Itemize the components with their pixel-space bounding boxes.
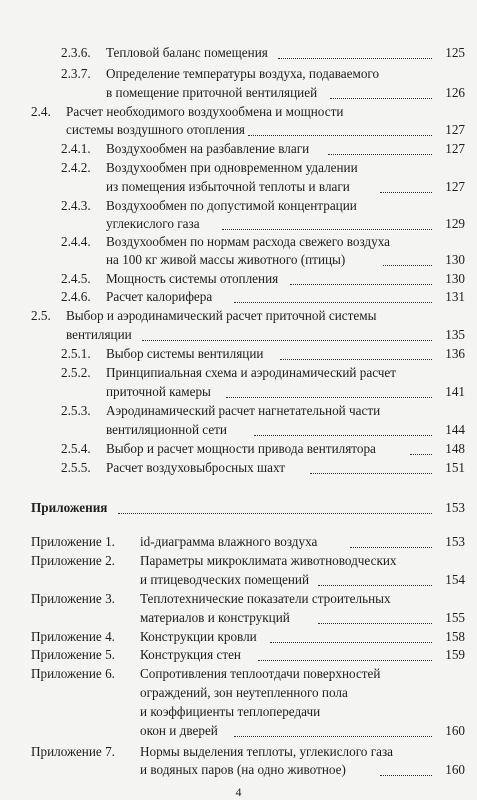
toc-page-number: 155 bbox=[445, 610, 465, 625]
toc-entry-title-cont: вентиляционной сети bbox=[106, 422, 227, 437]
toc-leader-dots bbox=[330, 98, 432, 99]
toc-entry-title: Аэродинамический расчет нагнетательной части bbox=[106, 403, 381, 418]
toc-page-number: 130 bbox=[445, 252, 465, 267]
toc-section-title-cont: системы воздушного отопления bbox=[66, 122, 245, 137]
toc-leader-dots bbox=[142, 340, 432, 341]
toc-page-number: 125 bbox=[445, 45, 465, 60]
appendix-title-cont: материалов и конструкций bbox=[140, 610, 290, 625]
appendix-title-cont: и птицеводческих помещений bbox=[140, 572, 310, 587]
toc-page-number: 127 bbox=[445, 122, 465, 137]
appendix-title-cont: и водяных паров (на одно животное) bbox=[140, 762, 346, 777]
toc-entry-number: 2.5.2. bbox=[61, 365, 91, 380]
toc-entry-title: Выбор системы вентиляции bbox=[106, 346, 264, 361]
appendix-title: Сопротивления теплоотдачи поверхностей bbox=[140, 666, 381, 681]
appendix-title-cont: окон и дверей bbox=[140, 723, 218, 738]
toc-leader-dots bbox=[248, 135, 432, 136]
toc-section-number: 2.4. bbox=[31, 104, 51, 119]
toc-leader-dots bbox=[222, 229, 432, 230]
toc-leader-dots bbox=[318, 585, 432, 586]
toc-leader-dots bbox=[310, 473, 432, 474]
toc-entry-number: 2.4.3. bbox=[61, 198, 91, 213]
toc-leader-dots bbox=[380, 775, 432, 776]
toc-page-number: 141 bbox=[445, 384, 465, 399]
toc-leader-dots bbox=[234, 736, 432, 737]
toc-entry-title: Принципиальная схема и аэродинамический расчет bbox=[106, 365, 397, 380]
toc-entry-number: 2.3.6. bbox=[61, 45, 91, 60]
toc-leader-dots bbox=[383, 265, 432, 266]
toc-page-number: 126 bbox=[445, 85, 465, 100]
appendices-heading: Приложения bbox=[31, 500, 108, 515]
toc-entry-title: Воздухообмен по нормам расхода свежего воздуха bbox=[106, 234, 391, 249]
appendix-label: Приложение 3. bbox=[31, 591, 115, 606]
toc-leader-dots bbox=[234, 302, 432, 303]
toc-entry-number: 2.5.4. bbox=[61, 441, 91, 456]
toc-leader-dots bbox=[258, 660, 432, 661]
toc-leader-dots bbox=[280, 359, 432, 360]
appendix-title: id-диаграмма влажного воздуха bbox=[140, 534, 318, 549]
toc-page-number: 129 bbox=[445, 216, 465, 231]
appendix-label: Приложение 7. bbox=[31, 744, 115, 759]
appendix-title: Конструкция стен bbox=[140, 647, 241, 662]
toc-entry-number: 2.4.5. bbox=[61, 271, 91, 286]
toc-section-title: Выбор и аэродинамический расчет приточной системы bbox=[66, 308, 377, 323]
toc-page-number: 144 bbox=[445, 422, 465, 437]
page-number: 4 bbox=[235, 785, 242, 799]
toc-leader-dots bbox=[318, 623, 432, 624]
toc-entry-title: Определение температуры воздуха, подаваемого bbox=[106, 66, 380, 81]
appendix-title-cont: и коэффициенты теплопередачи bbox=[140, 704, 321, 719]
toc-entry-title: Расчет воздуховыбросных шахт bbox=[106, 460, 286, 475]
toc-entry-number: 2.4.4. bbox=[61, 234, 91, 249]
toc-entry-title: Воздухообмен по допустимой концентрации bbox=[106, 198, 357, 213]
appendix-title: Нормы выделения теплоты, углекислого газа bbox=[140, 744, 394, 759]
toc-entry-title: Выбор и расчет мощности привода вентилятора bbox=[106, 441, 376, 456]
toc-entry-number: 2.4.6. bbox=[61, 289, 91, 304]
toc-section-title-cont: вентиляции bbox=[66, 327, 132, 342]
toc-page-number: 135 bbox=[445, 327, 465, 342]
toc-leader-dots bbox=[254, 435, 432, 436]
toc-page-number: 160 bbox=[445, 762, 465, 777]
toc-page-number: 154 bbox=[445, 572, 465, 587]
toc-page-number: 153 bbox=[445, 500, 465, 515]
appendix-label: Приложение 2. bbox=[31, 553, 115, 568]
toc-leader-dots bbox=[270, 642, 432, 643]
appendix-label: Приложение 4. bbox=[31, 629, 115, 644]
toc-page-number: 151 bbox=[445, 460, 465, 475]
toc-section-number: 2.5. bbox=[31, 308, 51, 323]
toc-page-number: 130 bbox=[445, 271, 465, 286]
appendix-title: Теплотехнические показатели строительных bbox=[140, 591, 391, 606]
toc-entry-title-cont: из помещения избыточной теплоты и влаги bbox=[106, 179, 350, 194]
toc-entry-title: Воздухообмен на разбавление влаги bbox=[106, 141, 310, 156]
toc-entry-title: Расчет калорифера bbox=[106, 289, 213, 304]
toc-entry-number: 2.5.5. bbox=[61, 460, 91, 475]
toc-entry-title: Мощность системы отопления bbox=[106, 271, 279, 286]
toc-page-number: 136 bbox=[445, 346, 465, 361]
toc-page-number: 127 bbox=[445, 179, 465, 194]
toc-page-number: 148 bbox=[445, 441, 465, 456]
toc-page-number: 160 bbox=[445, 723, 465, 738]
appendix-label: Приложение 1. bbox=[31, 534, 115, 549]
toc-leader-dots bbox=[380, 192, 432, 193]
toc-entry-title: Воздухообмен при одновременном удалении bbox=[106, 160, 358, 175]
toc-page-number: 158 bbox=[445, 629, 465, 644]
toc-entry-number: 2.4.2. bbox=[61, 160, 91, 175]
toc-leader-dots bbox=[290, 284, 432, 285]
toc-page-number: 127 bbox=[445, 141, 465, 156]
toc-section-title: Расчет необходимого воздухообмена и мощности bbox=[66, 104, 344, 119]
toc-entry-title-cont: в помещение приточной вентиляцией bbox=[106, 85, 318, 100]
toc-entry-title: Тепловой баланс помещения bbox=[106, 45, 268, 60]
toc-leader-dots bbox=[118, 513, 432, 514]
toc-leader-dots bbox=[328, 154, 432, 155]
toc-leader-dots bbox=[350, 547, 432, 548]
appendix-label: Приложение 5. bbox=[31, 647, 115, 662]
toc-entry-number: 2.5.3. bbox=[61, 403, 91, 418]
toc-page-number: 153 bbox=[445, 534, 465, 549]
toc-leader-dots bbox=[226, 397, 432, 398]
toc-page-number: 131 bbox=[445, 289, 465, 304]
appendix-title: Конструкции кровли bbox=[140, 629, 257, 644]
toc-entry-number: 2.3.7. bbox=[61, 66, 91, 81]
toc-leader-dots bbox=[410, 454, 432, 455]
toc-entry-number: 2.4.1. bbox=[61, 141, 91, 156]
toc-page-number: 159 bbox=[445, 647, 465, 662]
toc-entry-title-cont: приточной камеры bbox=[106, 384, 211, 399]
appendix-title-cont: ограждений, зон неутепленного пола bbox=[140, 685, 348, 700]
toc-entry-title-cont: углекислого газа bbox=[106, 216, 200, 231]
appendix-title: Параметры микроклимата животноводческих bbox=[140, 553, 397, 568]
toc-entry-number: 2.5.1. bbox=[61, 346, 91, 361]
appendix-label: Приложение 6. bbox=[31, 666, 115, 681]
toc-leader-dots bbox=[278, 58, 432, 59]
toc-entry-title-cont: на 100 кг живой массы животного (птицы) bbox=[106, 252, 346, 267]
